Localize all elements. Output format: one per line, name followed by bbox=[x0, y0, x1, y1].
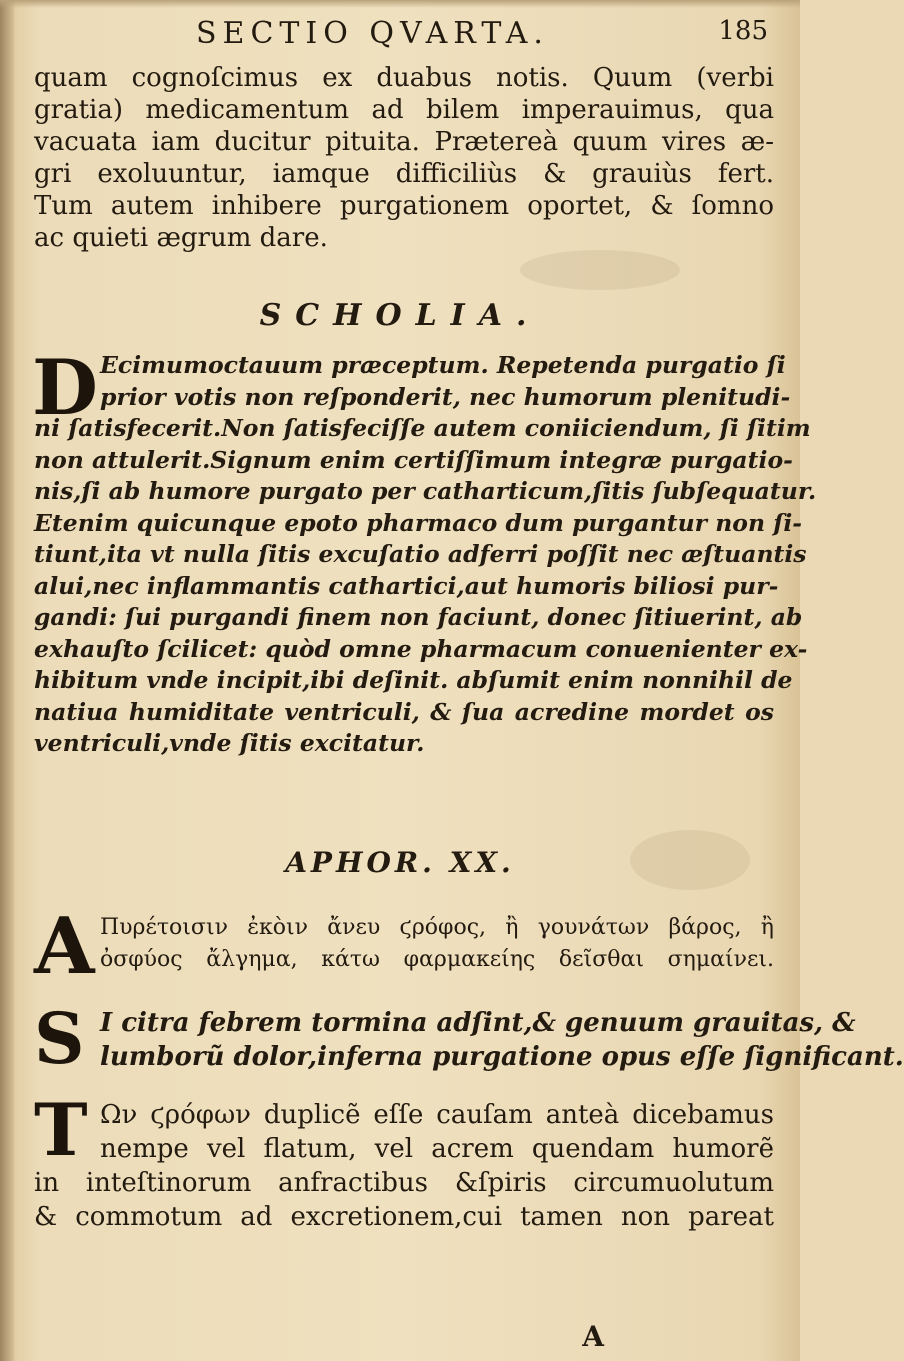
catchword: A bbox=[582, 1320, 604, 1353]
drop-cap-d: D bbox=[32, 343, 98, 432]
text-line: vacuata iam ducitur pituita. Prætereà quum vires æ- bbox=[34, 127, 774, 157]
page-edge-shadow bbox=[0, 0, 800, 8]
text-line: Etenim quicunque epoto pharmaco dum purgantur non ſi- bbox=[34, 508, 803, 537]
scholia-text bbox=[32, 343, 817, 760]
text-line: in inteſtinorum anfractibus &ſpiris circumuolutum bbox=[34, 1168, 774, 1198]
text-line: ac quieti ægrum dare. bbox=[34, 223, 328, 253]
text-line: prior votis non reſponderit, nec humorum plenitudi- bbox=[100, 382, 791, 411]
text-line: Tum autem inhibere purgationem oportet, & ſomno bbox=[34, 191, 774, 221]
text-line: ventriculi,vnde ſitis excitatur. bbox=[34, 729, 425, 757]
scholia-heading: SCHOLIA. bbox=[259, 298, 541, 333]
text-line: gratia) medicamentum ad bilem imperauimus, qua bbox=[34, 95, 774, 125]
text-line: tiunt,ita vt nulla ſitis excuſatio adferri poſſit nec æſtuantis bbox=[34, 540, 807, 568]
text-line: Ων ϛρόφων duplicẽ eſſe cauſam anteà dicebamus bbox=[100, 1100, 774, 1130]
aphorism-heading: APHOR. XX. bbox=[285, 846, 515, 879]
commentary-text bbox=[34, 1098, 774, 1234]
text-line: quam cognoſcimus ex duabus notis. Quum (verbi bbox=[34, 63, 774, 93]
text-line: Πυρέτοισιν ἐκὸιν ἄνευ ϛρόφος, ἢ γουνάτων βάρος, ἢ bbox=[100, 915, 774, 940]
running-title: SECTIO QVARTA. bbox=[196, 16, 549, 51]
paper-stain bbox=[520, 250, 680, 290]
text-line: natiua humiditate ventriculi, & ſua acredine mordet os bbox=[34, 697, 774, 726]
page-number: 185 bbox=[718, 16, 768, 46]
drop-cap-s: S bbox=[34, 997, 85, 1080]
text-line: nempe vel flatum, vel acrem quendam humorẽ bbox=[100, 1134, 774, 1164]
text-line: gandi: ſui purgandi finem non faciunt, donec ſitiuerint, ab bbox=[34, 603, 803, 631]
page-gutter bbox=[0, 0, 14, 1361]
text-line: exhauſto ſcilicet: quòd omne pharmacum conuenienter ex- bbox=[34, 634, 808, 663]
text-line: non attulerit.Signum enim certiſſimum integræ purgatio- bbox=[34, 445, 793, 474]
text-line: ni ſatisfecerit.Non ſatisfeciſſe autem coniiciendum, ſi ſitim bbox=[34, 414, 811, 442]
text-line: lumborũ dolor,inferna purgatione opus eſſe ſignificant. bbox=[100, 1042, 904, 1072]
latin-aphorism bbox=[34, 997, 904, 1080]
paragraph-intro bbox=[34, 62, 774, 254]
text-line: hibitum vnde incipit,ibi deſinit. abſumit enim nonnihil de bbox=[34, 666, 793, 694]
text-line: I citra febrem tormina adſint,& genuum grauitas, & bbox=[100, 1008, 856, 1038]
drop-cap-a: A bbox=[34, 901, 95, 992]
text-line: alui,nec inflammantis cathartici,aut humoris biliosi pur- bbox=[34, 571, 779, 600]
drop-cap-t: T bbox=[34, 1087, 88, 1172]
text-line: ὀσφύος ἄλγημα, κάτω φαρμακείης δεῖσθαι σημαίνει. bbox=[100, 947, 774, 972]
greek-aphorism bbox=[34, 912, 774, 976]
text-line: nis,ſi ab humore purgato per catharticum,ſitis ſubſequatur. bbox=[34, 477, 817, 505]
text-line: gri exoluuntur, iamque difficiliùs & grauiùs fert. bbox=[34, 159, 774, 189]
text-line: & commotum ad excretionem,cui tamen non pareat bbox=[34, 1202, 774, 1232]
text-line: Ecimumoctauum præceptum. Repetenda purgatio ſi bbox=[100, 351, 786, 379]
